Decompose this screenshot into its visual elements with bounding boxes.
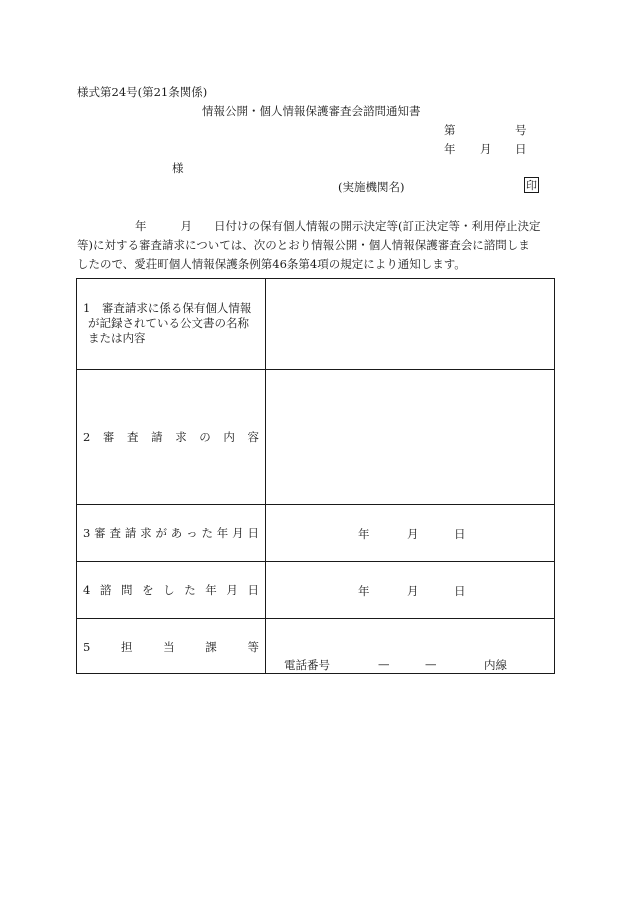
row-2-char: 審: [102, 430, 115, 444]
row-5-num: 5: [83, 640, 91, 654]
row-5-label: [83, 640, 259, 655]
row-divider: [77, 561, 554, 562]
row-3-char: っ: [186, 526, 198, 540]
body-line-1-text: 日付けの保有個人情報の開示決定等(訂正決定等・利用停止決定: [214, 219, 541, 233]
row-3-day: 日: [454, 527, 466, 541]
row-5-char: 当: [163, 640, 175, 654]
row-5-char: 課: [205, 640, 217, 654]
row-3-char: 査: [109, 526, 121, 540]
row-4-day: 日: [454, 584, 466, 598]
row-3-char: あ: [170, 526, 183, 540]
row-1-line-1: 1 審査請求に係る保有個人情報: [83, 301, 252, 315]
row-4-year: 年: [358, 584, 370, 598]
row-3-num: 3: [83, 526, 91, 540]
row-3-char: が: [155, 526, 167, 540]
seal-box: 印: [526, 179, 537, 192]
row-divider: [77, 369, 554, 370]
body-line-1: [77, 219, 540, 233]
row-2-label: [83, 430, 259, 445]
row-2-char: 求: [175, 430, 187, 444]
row-4-month: 月: [407, 584, 419, 598]
body-line-2: 等)に対する審査請求については、次のとおり情報公開・個人情報保護審査会に諮問しま: [77, 238, 530, 252]
row-3-char: 請: [124, 526, 137, 540]
body-month-label: 月: [180, 219, 192, 233]
row-1-line-3: または内容: [88, 331, 146, 345]
extension-label: 内線: [484, 658, 507, 672]
row-2-char: の: [199, 430, 211, 444]
row-3-char: た: [201, 526, 213, 540]
notification-table: [76, 278, 555, 674]
row-2-num: 2: [83, 430, 91, 444]
row-3-char: 求: [140, 526, 152, 540]
row-1-label: [83, 301, 251, 346]
row-3-char: 年: [216, 526, 229, 540]
phone-label: 電話番号: [284, 658, 330, 672]
row-5-char: 等: [247, 640, 259, 654]
phone-dash-2: —: [425, 657, 437, 671]
number-suffix: 号: [515, 123, 527, 137]
date-day-label: 日: [515, 142, 527, 156]
phone-dash-1: —: [378, 657, 390, 671]
row-2-char: 容: [247, 430, 259, 444]
row-4-char: 月: [226, 583, 238, 597]
row-3-char: 月: [232, 526, 244, 540]
issuer-org-label: (実施機関名): [338, 180, 405, 194]
document-title: 情報公開・個人情報保護審査会諮問通知書: [202, 104, 421, 118]
row-2-char: 内: [223, 430, 235, 444]
row-4-char: 日: [247, 583, 259, 597]
row-1-line-2: が記録されている公文書の名称: [88, 316, 249, 330]
row-3-month: 月: [407, 527, 419, 541]
date-month-label: 月: [480, 142, 492, 156]
row-2-char: 請: [151, 430, 163, 444]
date-year-label: 年: [444, 142, 456, 156]
row-4-label: [83, 583, 259, 598]
row-3-label: [83, 526, 259, 541]
row-4-char: た: [184, 583, 196, 597]
row-4-char: を: [142, 583, 154, 597]
row-3-char: 日: [247, 526, 259, 540]
body-year-label: 年: [135, 219, 147, 233]
row-3-year: 年: [358, 527, 370, 541]
row-2-char: 査: [127, 430, 139, 444]
row-divider: [77, 504, 554, 505]
row-4-char: し: [163, 583, 175, 597]
row-4-char: 諮: [99, 583, 112, 597]
number-prefix: 第: [444, 123, 456, 137]
form-number: 様式第24号(第21条関係): [77, 85, 208, 99]
row-4-char: 問: [120, 583, 133, 597]
row-5-char: 担: [120, 640, 133, 654]
row-divider: [77, 618, 554, 619]
row-4-char: 年: [205, 583, 217, 597]
row-4-num: 4: [83, 583, 91, 597]
row-3-char: 審: [94, 526, 106, 540]
body-line-3: したので、愛荘町個人情報保護条例第46条第4項の規定により通知します。: [77, 257, 466, 271]
table-column-divider: [265, 279, 266, 673]
addressee-honorific: 様: [172, 161, 184, 175]
